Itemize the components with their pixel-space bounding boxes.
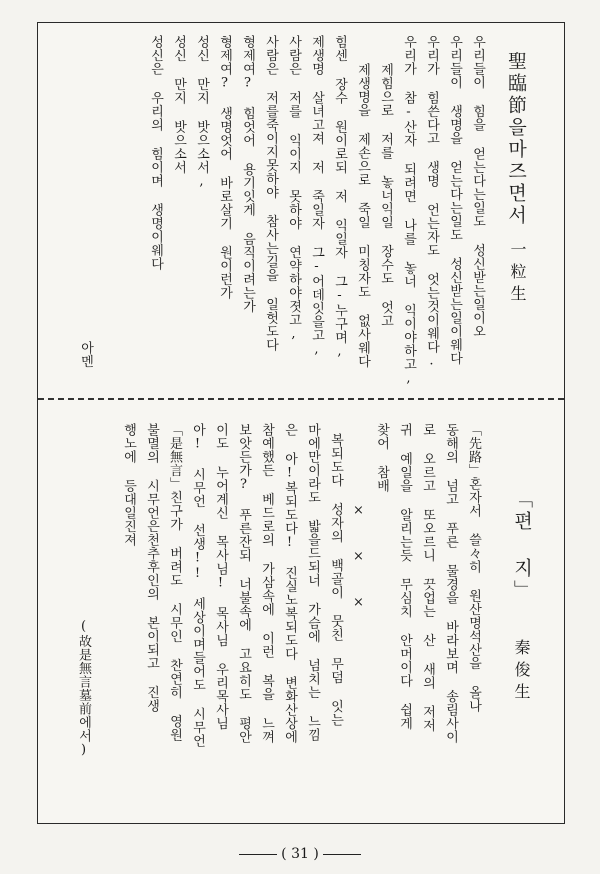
bottom-line: 로 오르고 또오르니 끗업는 산 새의 저저 [420, 423, 435, 732]
top-line: 사람은 저를 익이지 못하야 연약하야졋고, [286, 35, 301, 342]
top-line: 우리들이 생명을 얻는다는일도 성신받는일이웨다 [447, 35, 462, 365]
bottom-line: 마에만이라도 밟을드되너 가슴에 넘치는 느낌 [305, 423, 320, 742]
top-line: 성신 만지 밧으소서, [194, 35, 209, 190]
page-footer: ( 31 ) [0, 846, 600, 862]
bottom-line: 복되도다 성자의 백골이 뭇친 무덤 잇는 [328, 433, 343, 727]
section-divider [38, 398, 564, 400]
bottom-line: 불멸의 시무언은천추후인의 본이되고 진생 [144, 423, 159, 713]
top-line: 힘센 장수 원이로되 저 익일자 그-누구며, [332, 35, 347, 360]
bottom-line: 이도 누어계신 목사님! 목사님 우리목사님 [213, 423, 228, 730]
top-line: 제생명 살녀고져 저 죽일자 그-어데잇을고, [309, 35, 324, 358]
top-line: 우리들이 힘을 얻는다는일도 성신받는일이오 [470, 35, 485, 338]
top-line: 성신 만지 밧으소서 [171, 35, 186, 174]
top-article-author: 一粒生 [508, 241, 527, 307]
bottom-article-author: 秦俊生 [512, 639, 531, 705]
bottom-article-title: 「편 지」 [511, 489, 533, 602]
bottom-line: 찾어 참배 [374, 423, 389, 493]
footer-dash-left [239, 854, 277, 855]
bottom-line: 아! 시무언 선생!! 세상이며들어도 시무언 [190, 423, 205, 748]
top-amen: 아멘 [78, 341, 93, 368]
top-line: 형제여? 생명엇어 바로살기 원이런가 [217, 35, 232, 300]
page-number: 31 [291, 846, 309, 862]
top-line: 사람은 저를죽이지못하야 참사는길을 일헛도다 [263, 35, 278, 352]
bottom-line: 동해의 넘고 푸른 물경을 바라보며 송림사이 [443, 423, 458, 744]
bottom-line: 행노에 등대일진져 [121, 423, 136, 547]
top-line: 제생명을 제손으로 죽일 미칭자도 없사웨다 [355, 63, 370, 368]
page-frame [37, 22, 565, 824]
bottom-line: 보앗든가? 푸른잔되 너불속에 고요히도 평안 [236, 423, 251, 744]
top-article-title: 聖臨節을마즈면서 [505, 51, 527, 227]
top-line: 형제여? 힘엇어 용기잇게 음직이려는가 [240, 35, 255, 313]
top-line: 우리가 힘쓴다고 생명 언는자도 엇는것이웨다. [424, 35, 439, 369]
bottom-line: 귀 예일을 알리는듯 무심치 안머이다 쉽게 [397, 423, 412, 730]
bottom-line: 참예했든 베드로의 가삼속에 이런 복을 느껴 [259, 423, 274, 744]
top-line: 우리가 참-산자 되려면 나를 놓너 익이야하고, [401, 35, 416, 387]
top-line: 성신은 우리의 힘이며 생명이웨다 [148, 35, 163, 271]
top-line: 제힘으로 저를 놓너익일 장수도 엇고 [378, 63, 393, 328]
bottom-dedication: (故是無言墓前에서) [76, 619, 91, 758]
bottom-line: 「是無言」친구가 버려도 시무인 찬연히 영원 [167, 423, 182, 742]
bottom-line: 「先路」혼자서 쓸々히 원산명석산을 올나 [466, 423, 481, 713]
footer-dash-right [323, 854, 361, 855]
bottom-line: 은 아!복되도다! 진실노복되도다 변화산상에 [282, 423, 297, 744]
bottom-separator: × × × [351, 503, 366, 618]
